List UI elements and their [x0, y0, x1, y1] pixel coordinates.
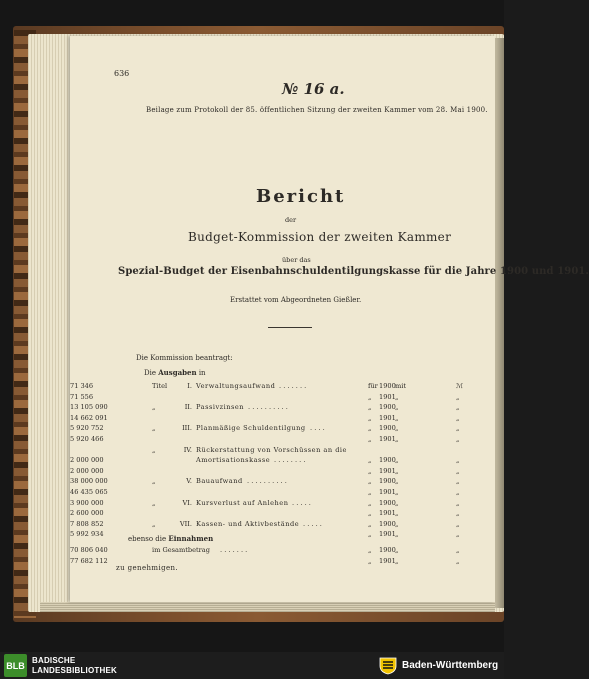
budget-row-label: Bauaufwand: [196, 477, 243, 486]
ausgaben-word: Ausgaben: [158, 368, 197, 377]
budget-row-year: 1900: [379, 382, 396, 390]
budget-row-fuer: „: [368, 435, 372, 443]
gesamt-row-mit: „: [395, 546, 399, 554]
budget-row-roman: I.: [187, 382, 192, 390]
reporter-line: Erstattet vom Abgeordneten Gießler.: [230, 296, 362, 304]
budget-row: [70, 467, 495, 478]
gesamt-dots: . . . . . . .: [220, 546, 248, 554]
budget-row-pre: „: [152, 519, 156, 528]
budget-row: [70, 393, 495, 404]
gesamt-row-fuer: „: [368, 546, 372, 554]
budget-row-mit: „: [395, 530, 399, 539]
budget-row: [70, 520, 495, 531]
budget-row-fuer: „: [368, 466, 372, 475]
budget-row-year: 1900: [379, 424, 396, 433]
der-label: der: [285, 216, 297, 224]
budget-row-label: Rückerstattung von Vorschüssen an die: [196, 445, 347, 454]
budget-row-unit: „: [456, 488, 460, 496]
gesamt-label-row: [70, 546, 495, 557]
budget-row-roman: II.: [184, 403, 192, 412]
budget-row-label: Amortisationskasse: [196, 456, 271, 465]
budget-row-mit: „: [395, 413, 399, 422]
budget-row-dots: . . . . . . . . . .: [248, 403, 288, 412]
budget-row-label: Planmäßige Schuldentilgung: [196, 424, 306, 433]
budget-row-mit: mit: [395, 382, 407, 390]
budget-row-year: 1901: [379, 509, 396, 518]
budget-row-unit: „: [456, 435, 460, 443]
budget-row-dots: . . . . . . .: [279, 382, 307, 390]
beilage-line: Beilage zum Protokoll der 85. öffentlichen Sitzung der zweiten Kammer vom 28. Mai 1900.: [146, 106, 488, 114]
budget-row-amount: 5 920 752: [70, 424, 104, 433]
budget-row-unit: „: [456, 509, 460, 518]
gesamt-row-mit: „: [395, 556, 399, 565]
budget-row-year: 1901: [379, 530, 396, 539]
budget-row-fuer: „: [368, 488, 372, 496]
gesamt-row-unit: „: [456, 556, 460, 565]
budget-row-amount: 2 000 000: [70, 466, 104, 475]
budget-row-mit: „: [395, 488, 399, 496]
budget-row-year: 1901: [379, 488, 396, 496]
budget-row-dots: . . . . .: [292, 498, 311, 507]
budget-row: [70, 456, 495, 467]
page-number: 636: [114, 69, 130, 78]
report-subject: Spezial-Budget der Eisenbahnschuldentilgungskasse für die Jahre 1900 und 1901.: [118, 266, 589, 277]
gesamt-row-year: 1901: [379, 556, 396, 565]
budget-row-mit: „: [395, 509, 399, 518]
budget-row-amount: 38 000 000: [70, 477, 108, 486]
footer-bar: [0, 652, 504, 679]
budget-row-mit: „: [395, 466, 399, 475]
budget-row-label: Verwaltungsaufwand: [196, 382, 276, 390]
budget-row-amount: 71 346: [70, 382, 94, 390]
budget-row-label: Kassen- und Aktivbestände: [196, 519, 300, 528]
budget-row-fuer: „: [368, 456, 372, 465]
budget-row-unit: „: [456, 403, 460, 412]
budget-row-dots: . . . . . . . .: [274, 456, 306, 465]
einnahmen-word: Einnahmen: [168, 534, 214, 543]
budget-row-fuer: „: [368, 509, 372, 518]
budget-row-fuer: „: [368, 530, 372, 539]
budget-row-fuer: für: [368, 382, 378, 390]
ausgaben-prefix: Die: [144, 369, 156, 377]
gesamt-row-amount: 70 806 040: [70, 546, 108, 554]
einnahmen-heading: [128, 534, 213, 543]
budget-row-unit: „: [456, 392, 460, 401]
budget-row-roman: V.: [186, 477, 192, 486]
budget-row-amount: 5 920 466: [70, 435, 104, 443]
document-page: [70, 36, 589, 602]
ausgaben-heading: [144, 368, 206, 377]
budget-row-pre: „: [152, 477, 156, 486]
budget-row-dots: . . . .: [310, 424, 325, 433]
blb-name[interactable]: [32, 656, 117, 676]
budget-row-amount: 46 435 065: [70, 488, 108, 496]
budget-row: [70, 509, 495, 520]
budget-row-fuer: „: [368, 403, 372, 412]
budget-row-amount: 3 900 000: [70, 498, 104, 507]
budget-row-amount: 2 000 000: [70, 456, 104, 465]
gesamt-row-amount: 77 682 112: [70, 556, 108, 565]
budget-row-mit: „: [395, 424, 399, 433]
gesamt-label: im Gesamtbetrag: [152, 546, 210, 554]
budget-row-pre: „: [152, 445, 156, 454]
gesamt-row-unit: „: [456, 546, 460, 554]
bw-name[interactable]: Baden-Württemberg: [402, 660, 499, 671]
blb-line2: LANDESBIBLIOTHEK: [32, 666, 117, 675]
gesamt-row-year: 1900: [379, 546, 396, 554]
gesamt-row-fuer: „: [368, 556, 372, 565]
budget-row-fuer: „: [368, 498, 372, 507]
budget-row-roman: IV.: [183, 445, 192, 454]
blb-line1: BADISCHE: [32, 656, 76, 665]
budget-row-fuer: „: [368, 392, 372, 401]
budget-row-unit: „: [456, 498, 460, 507]
document-number: № 16 a.: [282, 80, 345, 98]
coat-of-arms-icon[interactable]: [378, 656, 398, 675]
budget-row: [70, 446, 495, 457]
budget-row-unit: „: [456, 456, 460, 465]
intro-line: Die Kommission beantragt:: [136, 354, 233, 362]
budget-row-year: 1900: [379, 403, 396, 412]
budget-row-year: 1900: [379, 456, 396, 465]
budget-row: [70, 435, 495, 446]
budget-row-mit: „: [395, 403, 399, 412]
budget-row: [70, 488, 495, 499]
budget-row: [70, 382, 495, 393]
budget-row-fuer: „: [368, 413, 372, 422]
budget-row-year: 1900: [379, 519, 396, 528]
einnahmen-prefix: ebenso die: [128, 535, 167, 543]
budget-row-label: Passivzinsen: [196, 403, 245, 412]
budget-row: [70, 499, 495, 510]
budget-row-mit: „: [395, 498, 399, 507]
budget-row: [70, 403, 495, 414]
report-title: Bericht: [256, 186, 346, 207]
budget-row-year: 1901: [379, 392, 396, 401]
budget-row-unit: „: [456, 477, 460, 486]
budget-row-unit: „: [456, 413, 460, 422]
budget-row-mit: „: [395, 456, 399, 465]
budget-row-year: 1900: [379, 498, 396, 507]
divider-rule: [268, 327, 312, 328]
committee-name: Budget-Kommission der zweiten Kammer: [188, 230, 452, 244]
budget-row-unit: ℳ: [456, 382, 464, 390]
budget-row-pre: „: [152, 424, 156, 433]
budget-row-roman: VI.: [182, 498, 192, 507]
budget-row-year: 1901: [379, 413, 396, 422]
budget-row-fuer: „: [368, 424, 372, 433]
budget-row-amount: 71 556: [70, 392, 94, 401]
closing-line: zu genehmigen.: [116, 564, 179, 572]
budget-row-fuer: „: [368, 519, 372, 528]
budget-row-unit: „: [456, 424, 460, 433]
budget-row-mit: „: [395, 435, 399, 443]
budget-row-dots: . . . . . . . . . .: [247, 477, 287, 486]
blb-logo[interactable]: BLB: [4, 654, 27, 677]
budget-row-amount: 5 992 934: [70, 530, 104, 539]
budget-row-amount: 2 600 000: [70, 509, 104, 518]
budget-row: [70, 477, 495, 488]
budget-row-fuer: „: [368, 477, 372, 486]
budget-row-pre: Titel: [152, 382, 168, 390]
budget-row-label: Kursverlust auf Anlehen: [196, 498, 289, 507]
budget-row-amount: 7 808 852: [70, 519, 104, 528]
budget-row-unit: „: [456, 466, 460, 475]
budget-row: [70, 414, 495, 425]
budget-row-amount: 13 105 090: [70, 403, 108, 412]
budget-row-year: 1900: [379, 477, 396, 486]
budget-row-amount: 14 662 091: [70, 413, 108, 422]
budget-row-unit: „: [456, 530, 460, 539]
budget-row-mit: „: [395, 519, 399, 528]
budget-row-pre: „: [152, 498, 156, 507]
budget-row-year: 1901: [379, 466, 396, 475]
budget-row-roman: III.: [182, 424, 192, 433]
ueber-das-label: über das: [282, 256, 311, 264]
budget-row-mit: „: [395, 477, 399, 486]
budget-row: [70, 424, 495, 435]
budget-row-pre: „: [152, 403, 156, 412]
budget-row-unit: „: [456, 519, 460, 528]
budget-row-year: 1901: [379, 435, 396, 443]
budget-row-mit: „: [395, 392, 399, 401]
bottom-page-edge: [40, 602, 495, 612]
ausgaben-suffix: in: [198, 369, 206, 377]
budget-row-roman: VII.: [179, 519, 192, 528]
budget-row-dots: . . . . .: [303, 519, 322, 528]
